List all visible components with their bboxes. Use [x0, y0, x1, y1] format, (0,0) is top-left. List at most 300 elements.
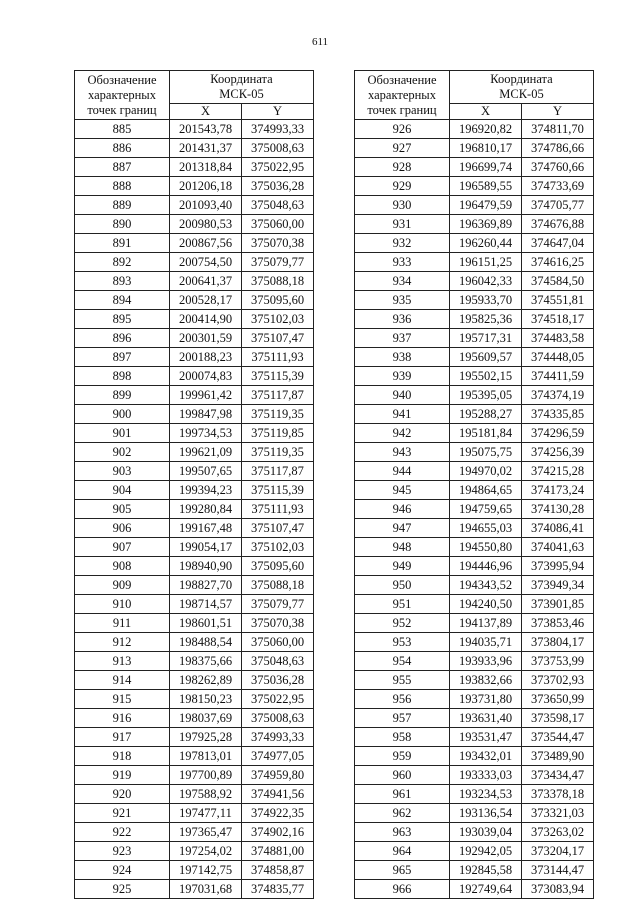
x-coordinate-cell: 194759,65: [450, 500, 522, 519]
table-row: [355, 481, 594, 500]
designation-header: [355, 71, 450, 120]
x-coordinate-cell: 200867,56: [170, 234, 242, 253]
y-coordinate-cell: 375117,87: [242, 462, 314, 481]
designation-header: [75, 71, 170, 120]
x-coordinate-cell: 195288,27: [450, 405, 522, 424]
table-row: [75, 519, 314, 538]
y-coordinate-cell: 374041,63: [522, 538, 594, 557]
x-coordinate-cell: 199054,17: [170, 538, 242, 557]
y-coordinate-cell: 373753,99: [522, 652, 594, 671]
x-coordinate-cell: 195075,75: [450, 443, 522, 462]
x-coordinate-cell: 199961,42: [170, 386, 242, 405]
x-coordinate-cell: 198714,57: [170, 595, 242, 614]
x-coordinate-cell: 195609,57: [450, 348, 522, 367]
y-header: Y: [522, 104, 594, 120]
x-coordinate-cell: 199621,09: [170, 443, 242, 462]
y-coordinate-cell: 375115,39: [242, 481, 314, 500]
x-coordinate-cell: 200980,53: [170, 215, 242, 234]
y-coordinate-cell: 375107,47: [242, 519, 314, 538]
y-coordinate-cell: 375079,77: [242, 595, 314, 614]
coordinate-header-line-1: Координата: [490, 72, 553, 86]
point-number-cell: 951: [355, 595, 450, 614]
point-number-cell: 925: [75, 880, 170, 899]
table-row: [355, 367, 594, 386]
point-number-cell: 933: [355, 253, 450, 272]
x-coordinate-cell: 197925,28: [170, 728, 242, 747]
point-number-cell: 910: [75, 595, 170, 614]
point-number-cell: 961: [355, 785, 450, 804]
table-row: [355, 424, 594, 443]
point-number-cell: 908: [75, 557, 170, 576]
x-coordinate-cell: 196920,82: [450, 120, 522, 139]
x-coordinate-cell: 192845,58: [450, 861, 522, 880]
point-number-cell: 958: [355, 728, 450, 747]
table-row: [75, 234, 314, 253]
y-coordinate-cell: 374173,24: [522, 481, 594, 500]
y-coordinate-cell: 375119,85: [242, 424, 314, 443]
table-row: [355, 196, 594, 215]
y-coordinate-cell: 375079,77: [242, 253, 314, 272]
table-row: [355, 253, 594, 272]
table-row: [355, 272, 594, 291]
y-coordinate-cell: 374941,56: [242, 785, 314, 804]
point-number-cell: 932: [355, 234, 450, 253]
y-coordinate-cell: 375036,28: [242, 177, 314, 196]
point-number-cell: 948: [355, 538, 450, 557]
table-row: [75, 804, 314, 823]
y-coordinate-cell: 375088,18: [242, 272, 314, 291]
point-number-cell: 938: [355, 348, 450, 367]
table-row: [355, 348, 594, 367]
table-row: [75, 462, 314, 481]
point-number-cell: 917: [75, 728, 170, 747]
point-number-cell: 931: [355, 215, 450, 234]
x-coordinate-cell: 198940,90: [170, 557, 242, 576]
point-number-cell: 913: [75, 652, 170, 671]
point-number-cell: 934: [355, 272, 450, 291]
table-row: [75, 405, 314, 424]
designation-header-line-3: точек границ: [87, 102, 157, 117]
x-coordinate-cell: 201431,37: [170, 139, 242, 158]
y-coordinate-cell: 375088,18: [242, 576, 314, 595]
coordinate-header-line-1: Координата: [210, 72, 273, 86]
table-row: [75, 120, 314, 139]
table-row: [75, 823, 314, 842]
point-number-cell: 940: [355, 386, 450, 405]
point-number-cell: 950: [355, 576, 450, 595]
point-number-cell: 957: [355, 709, 450, 728]
y-coordinate-cell: 374993,33: [242, 728, 314, 747]
x-coordinate-cell: 193631,40: [450, 709, 522, 728]
y-coordinate-cell: 373083,94: [522, 880, 594, 899]
table-row: [355, 785, 594, 804]
table-row: [355, 310, 594, 329]
y-coordinate-cell: 374256,39: [522, 443, 594, 462]
point-number-cell: 920: [75, 785, 170, 804]
x-coordinate-cell: 194970,02: [450, 462, 522, 481]
x-coordinate-cell: 195717,31: [450, 329, 522, 348]
x-coordinate-cell: 195933,70: [450, 291, 522, 310]
y-coordinate-cell: 373901,85: [522, 595, 594, 614]
x-coordinate-cell: 195395,05: [450, 386, 522, 405]
table-row: [355, 728, 594, 747]
y-coordinate-cell: 375119,35: [242, 443, 314, 462]
y-coordinate-cell: 374448,05: [522, 348, 594, 367]
point-number-cell: 941: [355, 405, 450, 424]
point-number-cell: 892: [75, 253, 170, 272]
y-coordinate-cell: 373263,02: [522, 823, 594, 842]
table-row: [355, 576, 594, 595]
y-coordinate-cell: 373804,17: [522, 633, 594, 652]
x-coordinate-cell: 194655,03: [450, 519, 522, 538]
x-coordinate-cell: 197142,75: [170, 861, 242, 880]
table-row: [355, 329, 594, 348]
x-coordinate-cell: 196810,17: [450, 139, 522, 158]
table-row: [355, 405, 594, 424]
table-row: [75, 671, 314, 690]
point-number-cell: 903: [75, 462, 170, 481]
designation-header-line-2: характерных: [88, 87, 156, 102]
table-row: [355, 443, 594, 462]
x-coordinate-cell: 201318,84: [170, 158, 242, 177]
point-number-cell: 930: [355, 196, 450, 215]
y-coordinate-cell: 373144,47: [522, 861, 594, 880]
y-coordinate-cell: 373650,99: [522, 690, 594, 709]
y-coordinate-cell: 374977,05: [242, 747, 314, 766]
y-coordinate-cell: 375070,38: [242, 234, 314, 253]
table-row: [355, 690, 594, 709]
x-coordinate-cell: 192942,05: [450, 842, 522, 861]
y-coordinate-cell: 375070,38: [242, 614, 314, 633]
y-coordinate-cell: 373853,46: [522, 614, 594, 633]
table-row: [355, 861, 594, 880]
designation-header-line-1: Обозначение: [367, 72, 437, 87]
point-number-cell: 902: [75, 443, 170, 462]
y-coordinate-cell: 375036,28: [242, 671, 314, 690]
table-row: [75, 158, 314, 177]
y-coordinate-cell: 373995,94: [522, 557, 594, 576]
y-coordinate-cell: 374374,19: [522, 386, 594, 405]
point-number-cell: 965: [355, 861, 450, 880]
x-coordinate-cell: 194240,50: [450, 595, 522, 614]
x-coordinate-cell: 198375,66: [170, 652, 242, 671]
x-coordinate-cell: 196479,59: [450, 196, 522, 215]
coordinates-table-right: [354, 70, 594, 899]
table-row: [75, 538, 314, 557]
point-number-cell: 887: [75, 158, 170, 177]
point-number-cell: 900: [75, 405, 170, 424]
point-number-cell: 929: [355, 177, 450, 196]
point-number-cell: 935: [355, 291, 450, 310]
table-row: [75, 291, 314, 310]
designation-header-line-3: точек границ: [367, 102, 437, 117]
x-coordinate-cell: 198150,23: [170, 690, 242, 709]
y-coordinate-cell: 374130,28: [522, 500, 594, 519]
point-number-cell: 946: [355, 500, 450, 519]
table-row: [355, 215, 594, 234]
point-number-cell: 906: [75, 519, 170, 538]
y-coordinate-cell: 374335,85: [522, 405, 594, 424]
x-coordinate-cell: 196151,25: [450, 253, 522, 272]
x-coordinate-cell: 198827,70: [170, 576, 242, 595]
x-coordinate-cell: 199847,98: [170, 405, 242, 424]
table-row: [75, 557, 314, 576]
y-coordinate-cell: 375022,95: [242, 690, 314, 709]
point-number-cell: 936: [355, 310, 450, 329]
table-row: [355, 234, 594, 253]
x-coordinate-cell: 196589,55: [450, 177, 522, 196]
y-coordinate-cell: 374733,69: [522, 177, 594, 196]
x-coordinate-cell: 201206,18: [170, 177, 242, 196]
table-row: [75, 728, 314, 747]
table-row: [355, 633, 594, 652]
point-number-cell: 953: [355, 633, 450, 652]
x-coordinate-cell: 197031,68: [170, 880, 242, 899]
y-coordinate-cell: 375119,35: [242, 405, 314, 424]
x-coordinate-cell: 199280,84: [170, 500, 242, 519]
x-coordinate-cell: 193234,53: [450, 785, 522, 804]
y-coordinate-cell: 374835,77: [242, 880, 314, 899]
x-coordinate-cell: 196699,74: [450, 158, 522, 177]
table-row: [75, 690, 314, 709]
table-row: [75, 595, 314, 614]
table-row: [355, 120, 594, 139]
table-row: [355, 500, 594, 519]
point-number-cell: 928: [355, 158, 450, 177]
table-row: [355, 671, 594, 690]
y-coordinate-cell: 374959,80: [242, 766, 314, 785]
x-coordinate-cell: 200301,59: [170, 329, 242, 348]
x-coordinate-cell: 194137,89: [450, 614, 522, 633]
x-coordinate-cell: 200641,37: [170, 272, 242, 291]
table-row: [355, 880, 594, 899]
x-coordinate-cell: 194864,65: [450, 481, 522, 500]
y-coordinate-cell: 374551,81: [522, 291, 594, 310]
x-coordinate-cell: 200414,90: [170, 310, 242, 329]
table-row: [355, 595, 594, 614]
x-coordinate-cell: 195825,36: [450, 310, 522, 329]
table-row: [355, 842, 594, 861]
y-coordinate-cell: 373321,03: [522, 804, 594, 823]
x-coordinate-cell: 193531,47: [450, 728, 522, 747]
y-coordinate-cell: 374760,66: [522, 158, 594, 177]
table-row: [75, 576, 314, 595]
y-coordinate-cell: 375095,60: [242, 291, 314, 310]
y-coordinate-cell: 373204,17: [522, 842, 594, 861]
table-row: [75, 272, 314, 291]
y-coordinate-cell: 374786,66: [522, 139, 594, 158]
table-row: [355, 823, 594, 842]
table-row: [355, 709, 594, 728]
point-number-cell: 952: [355, 614, 450, 633]
x-coordinate-cell: 197254,02: [170, 842, 242, 861]
table-row: [75, 614, 314, 633]
y-coordinate-cell: 373489,90: [522, 747, 594, 766]
point-number-cell: 921: [75, 804, 170, 823]
point-number-cell: 942: [355, 424, 450, 443]
point-number-cell: 896: [75, 329, 170, 348]
x-coordinate-cell: 201543,78: [170, 120, 242, 139]
table-row: [75, 348, 314, 367]
x-coordinate-cell: 200528,17: [170, 291, 242, 310]
y-coordinate-cell: 374584,50: [522, 272, 594, 291]
y-coordinate-cell: 375008,63: [242, 139, 314, 158]
y-coordinate-cell: 374811,70: [522, 120, 594, 139]
table-row: [75, 481, 314, 500]
table-row: [75, 880, 314, 899]
x-coordinate-cell: 198488,54: [170, 633, 242, 652]
y-coordinate-cell: 374296,59: [522, 424, 594, 443]
y-coordinate-cell: 374215,28: [522, 462, 594, 481]
point-number-cell: 885: [75, 120, 170, 139]
y-coordinate-cell: 374616,25: [522, 253, 594, 272]
point-number-cell: 893: [75, 272, 170, 291]
x-coordinate-cell: 199507,65: [170, 462, 242, 481]
point-number-cell: 922: [75, 823, 170, 842]
table-row: [75, 709, 314, 728]
y-coordinate-cell: 373544,47: [522, 728, 594, 747]
table-row: [355, 158, 594, 177]
x-coordinate-cell: 197365,47: [170, 823, 242, 842]
point-number-cell: 898: [75, 367, 170, 386]
y-coordinate-cell: 374518,17: [522, 310, 594, 329]
point-number-cell: 891: [75, 234, 170, 253]
x-coordinate-cell: 196260,44: [450, 234, 522, 253]
point-number-cell: 964: [355, 842, 450, 861]
table-row: [75, 766, 314, 785]
x-coordinate-cell: 196042,33: [450, 272, 522, 291]
table-row: [75, 633, 314, 652]
point-number-cell: 904: [75, 481, 170, 500]
coordinate-header-line-2: МСК-05: [499, 87, 544, 101]
coordinate-header-line-2: МСК-05: [219, 87, 264, 101]
x-coordinate-cell: 197700,89: [170, 766, 242, 785]
table-row: [75, 443, 314, 462]
table-row: [75, 196, 314, 215]
point-number-cell: 956: [355, 690, 450, 709]
x-coordinate-cell: 195181,84: [450, 424, 522, 443]
point-number-cell: 897: [75, 348, 170, 367]
x-coordinate-cell: 194035,71: [450, 633, 522, 652]
y-coordinate-cell: 374086,41: [522, 519, 594, 538]
y-coordinate-cell: 375060,00: [242, 215, 314, 234]
x-coordinate-cell: 194343,52: [450, 576, 522, 595]
table-row: [355, 766, 594, 785]
table-row: [75, 139, 314, 158]
point-number-cell: 915: [75, 690, 170, 709]
x-coordinate-cell: 197588,92: [170, 785, 242, 804]
point-number-cell: 911: [75, 614, 170, 633]
table-row: [75, 215, 314, 234]
point-number-cell: 944: [355, 462, 450, 481]
table-row: [75, 861, 314, 880]
point-number-cell: 960: [355, 766, 450, 785]
x-coordinate-cell: 198601,51: [170, 614, 242, 633]
table-row: [75, 785, 314, 804]
table-row: [75, 842, 314, 861]
x-coordinate-cell: 193832,66: [450, 671, 522, 690]
point-number-cell: 895: [75, 310, 170, 329]
x-coordinate-cell: 193136,54: [450, 804, 522, 823]
point-number-cell: 924: [75, 861, 170, 880]
point-number-cell: 890: [75, 215, 170, 234]
table-row: [355, 652, 594, 671]
table-row: [75, 310, 314, 329]
point-number-cell: 963: [355, 823, 450, 842]
x-coordinate-cell: 200188,23: [170, 348, 242, 367]
y-coordinate-cell: 375102,03: [242, 310, 314, 329]
coordinate-header: [170, 71, 314, 104]
point-number-cell: 937: [355, 329, 450, 348]
x-coordinate-cell: 196369,89: [450, 215, 522, 234]
y-coordinate-cell: 375048,63: [242, 196, 314, 215]
x-coordinate-cell: 200074,83: [170, 367, 242, 386]
table-row: [75, 747, 314, 766]
point-number-cell: 899: [75, 386, 170, 405]
point-number-cell: 905: [75, 500, 170, 519]
point-number-cell: 966: [355, 880, 450, 899]
y-coordinate-cell: 373434,47: [522, 766, 594, 785]
y-coordinate-cell: 373702,93: [522, 671, 594, 690]
point-number-cell: 901: [75, 424, 170, 443]
x-coordinate-cell: 193333,03: [450, 766, 522, 785]
x-coordinate-cell: 198037,69: [170, 709, 242, 728]
table-row: [355, 614, 594, 633]
y-coordinate-cell: 374922,35: [242, 804, 314, 823]
x-coordinate-cell: 194550,80: [450, 538, 522, 557]
point-number-cell: 954: [355, 652, 450, 671]
point-number-cell: 923: [75, 842, 170, 861]
table-row: [355, 747, 594, 766]
x-coordinate-cell: 193933,96: [450, 652, 522, 671]
point-number-cell: 962: [355, 804, 450, 823]
table-row: [75, 253, 314, 272]
point-number-cell: 959: [355, 747, 450, 766]
x-coordinate-cell: 197813,01: [170, 747, 242, 766]
x-coordinate-cell: 199734,53: [170, 424, 242, 443]
x-coordinate-cell: 194446,96: [450, 557, 522, 576]
table-row: [75, 177, 314, 196]
y-coordinate-cell: 373378,18: [522, 785, 594, 804]
y-coordinate-cell: 374411,59: [522, 367, 594, 386]
coordinates-table-left: [74, 70, 314, 899]
table-row: [355, 139, 594, 158]
y-coordinate-cell: 374647,04: [522, 234, 594, 253]
point-number-cell: 894: [75, 291, 170, 310]
table-row: [75, 500, 314, 519]
x-coordinate-cell: 193039,04: [450, 823, 522, 842]
y-coordinate-cell: 374902,16: [242, 823, 314, 842]
point-number-cell: 949: [355, 557, 450, 576]
y-coordinate-cell: 374676,88: [522, 215, 594, 234]
y-coordinate-cell: 374483,58: [522, 329, 594, 348]
table-row: [75, 424, 314, 443]
x-coordinate-cell: 192749,64: [450, 880, 522, 899]
y-coordinate-cell: 375107,47: [242, 329, 314, 348]
y-coordinate-cell: 375048,63: [242, 652, 314, 671]
x-coordinate-cell: 200754,50: [170, 253, 242, 272]
x-coordinate-cell: 195502,15: [450, 367, 522, 386]
x-coordinate-cell: 198262,89: [170, 671, 242, 690]
point-number-cell: 888: [75, 177, 170, 196]
y-coordinate-cell: 373949,34: [522, 576, 594, 595]
point-number-cell: 918: [75, 747, 170, 766]
table-row: [355, 386, 594, 405]
point-number-cell: 889: [75, 196, 170, 215]
point-number-cell: 939: [355, 367, 450, 386]
y-coordinate-cell: 374858,87: [242, 861, 314, 880]
point-number-cell: 919: [75, 766, 170, 785]
